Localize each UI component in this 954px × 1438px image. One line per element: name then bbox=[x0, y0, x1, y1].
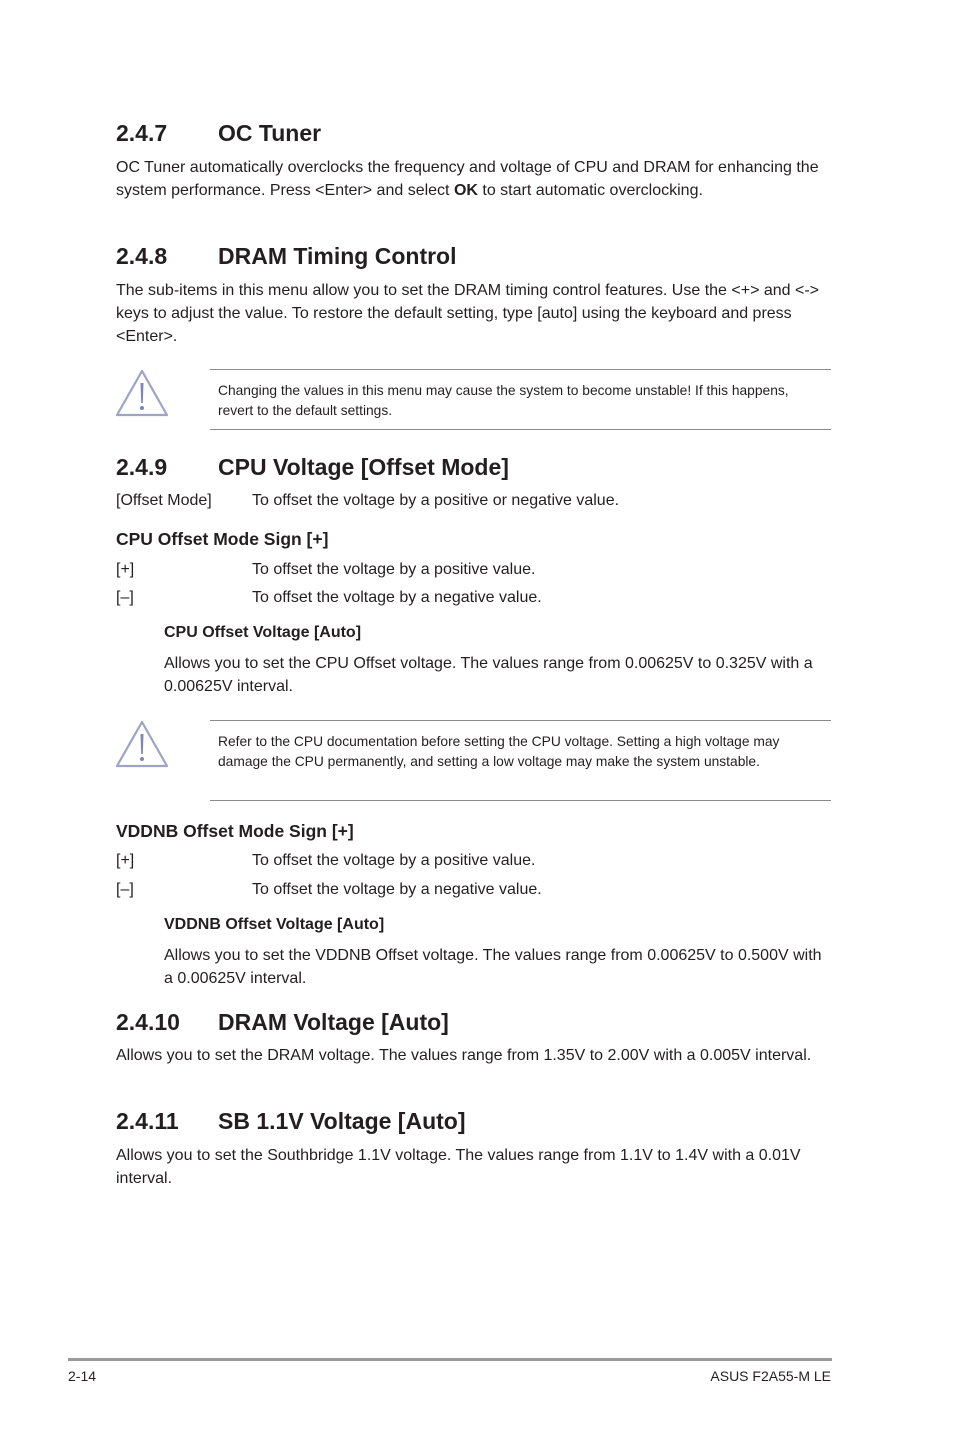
vddnb-offset-sign-title: VDDNB Offset Mode Sign [+] bbox=[116, 821, 354, 841]
note-divider-bottom bbox=[210, 429, 831, 430]
section-title-dram-voltage bbox=[116, 1008, 449, 1036]
note-divider-bottom bbox=[210, 800, 831, 801]
option-desc: To offset the voltage by a positive value. bbox=[252, 561, 536, 578]
option-row bbox=[116, 559, 535, 581]
body-bold-ok: OK bbox=[453, 182, 478, 199]
option-row bbox=[116, 587, 542, 609]
option-key: [Offset Mode] bbox=[116, 492, 212, 509]
section-title-text: DRAM Voltage [Auto] bbox=[218, 1009, 449, 1035]
option-row bbox=[116, 850, 535, 872]
section-number: 2.4.9 bbox=[116, 454, 168, 480]
section-number: 2.4.11 bbox=[116, 1108, 179, 1134]
page-number: 2-14 bbox=[68, 1368, 97, 1384]
cpu-offset-voltage-body: Allows you to set the CPU Offset voltage. The values range from 0.00625V to 0.325V with a 0.00625V interval. bbox=[164, 655, 813, 695]
section-title-text: SB 1.1V Voltage [Auto] bbox=[218, 1108, 466, 1134]
section-title-sb-voltage bbox=[116, 1107, 466, 1135]
offset-mode-option bbox=[116, 490, 619, 512]
warning-note-text: Changing the values in this menu may cause the system to become unstable! If this happens, revert to the default settings. bbox=[218, 383, 789, 418]
section-number: 2.4.8 bbox=[116, 243, 168, 269]
vddnb-offset-voltage-body: Allows you to set the VDDNB Offset voltage. The values range from 0.00625V to 0.500V with a 0.00625V interval. bbox=[164, 947, 822, 987]
section-title-text: CPU Voltage [Offset Mode] bbox=[218, 454, 509, 480]
sb-voltage-body: Allows you to set the Southbridge 1.1V voltage. The values range from 1.1V to 1.4V with a 0.01V interval. bbox=[116, 1147, 801, 1187]
section-title-dram-timing bbox=[116, 242, 457, 270]
body-text: OC Tuner automatically overclocks the frequency and voltage of CPU and DRAM for enhancing the system performance. Press <Enter> and select bbox=[116, 159, 819, 199]
option-key: [–] bbox=[116, 589, 134, 606]
section-number: 2.4.10 bbox=[116, 1009, 180, 1035]
option-key: [–] bbox=[116, 881, 134, 898]
section-number: 2.4.7 bbox=[116, 120, 168, 146]
option-desc: To offset the voltage by a positive or negative value. bbox=[252, 492, 620, 509]
section-title-oc-tuner bbox=[116, 119, 321, 147]
option-key: [+] bbox=[116, 561, 135, 578]
warning-triangle-icon bbox=[114, 718, 170, 770]
option-row bbox=[116, 879, 542, 901]
option-desc: To offset the voltage by a negative value. bbox=[252, 881, 542, 898]
warning-note-text: Refer to the CPU documentation before setting the CPU voltage. Setting a high voltage may damage the CPU permanently, and setting a low voltage may make the system unstable. bbox=[218, 734, 780, 769]
footer-rule bbox=[68, 1358, 832, 1361]
section-title-cpu-voltage bbox=[116, 453, 509, 481]
dram-timing-body: The sub-items in this menu allow you to set the DRAM timing control features. Use the <+> and <-> keys to adjust the value. To restore the default setting, type [auto] using the keyboard and press <Enter>. bbox=[116, 282, 820, 345]
product-name: ASUS F2A55-M LE bbox=[710, 1368, 831, 1384]
option-key: [+] bbox=[116, 852, 135, 869]
dram-voltage-body: Allows you to set the DRAM voltage. The values range from 1.35V to 2.00V with a 0.005V interval. bbox=[116, 1047, 812, 1064]
vddnb-offset-voltage-title: VDDNB Offset Voltage [Auto] bbox=[164, 916, 385, 933]
body-text: to start automatic overclocking. bbox=[477, 182, 703, 199]
oc-tuner-body bbox=[116, 156, 836, 202]
option-desc: To offset the voltage by a negative value. bbox=[252, 589, 542, 606]
cpu-offset-sign-title: CPU Offset Mode Sign [+] bbox=[116, 529, 329, 549]
warning-triangle-icon bbox=[114, 367, 170, 419]
cpu-offset-voltage-title: CPU Offset Voltage [Auto] bbox=[164, 624, 362, 641]
option-desc: To offset the voltage by a positive value. bbox=[252, 852, 536, 869]
note-divider-top bbox=[210, 720, 831, 721]
note-divider-top bbox=[210, 369, 831, 370]
section-title-text: DRAM Timing Control bbox=[218, 243, 457, 269]
section-title-text: OC Tuner bbox=[218, 120, 322, 146]
